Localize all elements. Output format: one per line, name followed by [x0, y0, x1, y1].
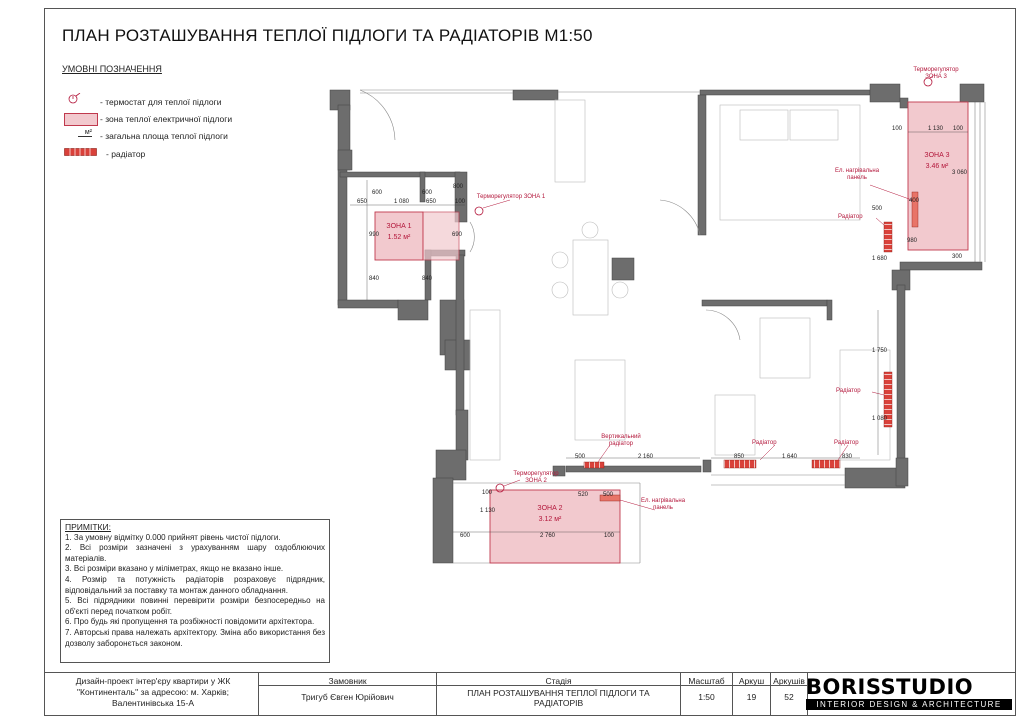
- sheet-value: 19: [746, 692, 757, 702]
- dim-text: 830: [842, 454, 853, 460]
- heating-panel-1-label: Ел. нагрівальна панель: [834, 168, 880, 181]
- stage-heading: Стадія: [545, 676, 572, 686]
- page-title: ПЛАН РОЗТАШУВАННЯ ТЕПЛОЇ ПІДЛОГИ ТА РАДІАТОРІВ М1:50: [62, 26, 593, 45]
- note-item: 1. За умовну відмітку 0.000 прийнят рівень чистої підлоги.: [65, 532, 281, 542]
- notes-heading: ПРИМІТКИ:: [65, 522, 111, 532]
- dim-text: 100: [953, 126, 964, 132]
- radiator-3: [724, 460, 756, 468]
- heating-panel-2-label: Ел. нагрівальна панель: [640, 498, 686, 511]
- radiator-4-label: Радіатор: [834, 440, 859, 446]
- dim-text: 1 640: [782, 454, 798, 460]
- dim-text: 840: [422, 276, 433, 282]
- legend-thermostat-text: - термостат для теплої підлоги: [100, 97, 222, 107]
- note-item: 6. Про будь які пропущення та розбіжності повідомити архітектора.: [65, 617, 315, 627]
- radiator-1: [884, 222, 892, 252]
- dim-text: 1 130: [480, 508, 496, 514]
- note-item: 3. Всі розміри вказано у міліметрах, якщо не вказано інше.: [65, 564, 284, 574]
- dim-text: 500: [603, 492, 614, 498]
- scale-cell: [680, 672, 732, 716]
- dim-text: 2 160: [638, 454, 654, 460]
- note-item: 5. Всі підрядники повинні перевірити розміри безпосередньо на об'єкті перед початком робіт.: [65, 596, 325, 616]
- zone-2-area: 3.12 м²: [538, 516, 562, 523]
- zone-1-name: ЗОНА 1: [386, 223, 412, 230]
- radiator-2-label: Радіатор: [836, 388, 861, 394]
- dim-text: 1 080: [394, 199, 410, 205]
- dim-text: 500: [872, 206, 883, 212]
- zone-3-area: 3.46 м²: [925, 163, 949, 170]
- stage-cell: [436, 672, 680, 716]
- radiator-1-label: Радіатор: [838, 214, 863, 220]
- dim-text: 840: [369, 276, 380, 282]
- scale-heading: Масштаб: [688, 676, 725, 686]
- dim-text: 850: [734, 454, 745, 460]
- dim-text: 100: [482, 490, 493, 496]
- dim-text: 400: [909, 198, 920, 204]
- note-item: 7. Авторські права належать архітектору. Зміна або використання без дозволу заборонється законом.: [65, 627, 325, 648]
- thermostat-2-label: Терморегулятор ЗОНА 2: [513, 471, 559, 484]
- dim-text: 1 080: [872, 416, 888, 422]
- dim-text: 650: [357, 199, 368, 205]
- dim-text: 600: [372, 190, 383, 196]
- legend-zone-text: - зона теплої електричної підлоги: [100, 114, 233, 124]
- scale-value: 1:50: [698, 692, 715, 702]
- legend-area-text: - загальна площа теплої підлоги: [100, 131, 228, 141]
- stage-value: ПЛАН РОЗТАШУВАННЯ ТЕПЛОЇ ПІДЛОГИ ТА РАДІАТОРІВ: [467, 688, 650, 708]
- thermostat-3-label: Терморегулятор ЗОНА 3: [913, 67, 959, 80]
- sheet-cell: [732, 672, 770, 716]
- note-item: 2. Всі розміри зазначені з урахуванням шару оздоблюючих матеріалів.: [65, 543, 325, 563]
- dim-text: 600: [460, 533, 471, 539]
- dim-text: 650: [426, 199, 437, 205]
- client-cell: [258, 672, 436, 716]
- legend-heading: УМОВНІ ПОЗНАЧЕННЯ: [62, 64, 162, 74]
- dim-text: 520: [578, 492, 589, 498]
- sheets-value: 52: [784, 692, 794, 702]
- dim-text: 600: [422, 190, 433, 196]
- project-description: Дизайн-проект інтер'єру квартири у ЖК "Континенталь" за адресою: м. Харків; Валентинівська 15-А: [75, 676, 231, 708]
- vertical-radiator: [584, 462, 604, 468]
- dim-text: 980: [907, 238, 918, 244]
- sheets-heading: Аркушів: [773, 676, 805, 686]
- zone-1-area: 1.52 м²: [387, 234, 411, 241]
- studio-logo: [806, 676, 1012, 710]
- client-heading: Замовник: [328, 676, 367, 686]
- radiator-4: [812, 460, 840, 468]
- logo-subtitle: INTERIOR DESIGN & ARCHITECTURE: [806, 699, 1012, 710]
- dim-text: 1 680: [872, 256, 888, 262]
- legend-radiator-text: - радіатор: [106, 149, 146, 159]
- dim-text: 300: [952, 254, 963, 260]
- leaders: [483, 74, 935, 510]
- thermostat-1-label: Терморегулятор ЗОНА 1: [476, 194, 546, 200]
- dim-text: 500: [575, 454, 586, 460]
- dim-text: 1 750: [872, 348, 888, 354]
- dim-text: 990: [369, 232, 380, 238]
- walls: [330, 84, 984, 563]
- sheets-cell: [770, 672, 808, 716]
- note-item: 4. Розмір та потужність радіаторів розраховує підрядник, відповідальний за поставку та монтаж данного обладнання.: [65, 574, 325, 595]
- dim-text: 690: [452, 232, 463, 238]
- notes-panel: [60, 519, 330, 663]
- dim-text: 800: [453, 184, 464, 190]
- area-symbol: м²: [78, 129, 92, 137]
- sheet-heading: Аркуш: [738, 676, 765, 686]
- dim-text: 100: [604, 533, 615, 539]
- dim-text: 1 130: [928, 126, 944, 132]
- client-name: Тригуб Євген Юрійович: [301, 692, 394, 702]
- furniture: [470, 100, 890, 460]
- vertical-radiator-label: Вертикальний радіатор: [601, 434, 641, 447]
- dim-text: 100: [455, 199, 466, 205]
- radiator-3-label: Радіатор: [752, 440, 777, 446]
- dim-text: 2 760: [540, 533, 556, 539]
- zone-2-name: ЗОНА 2: [537, 505, 563, 512]
- dim-text: 3 060: [952, 170, 968, 176]
- zone-3-name: ЗОНА 3: [924, 152, 950, 159]
- dim-text: 100: [892, 126, 903, 132]
- logo-text: BORISSTUDIO: [806, 675, 974, 699]
